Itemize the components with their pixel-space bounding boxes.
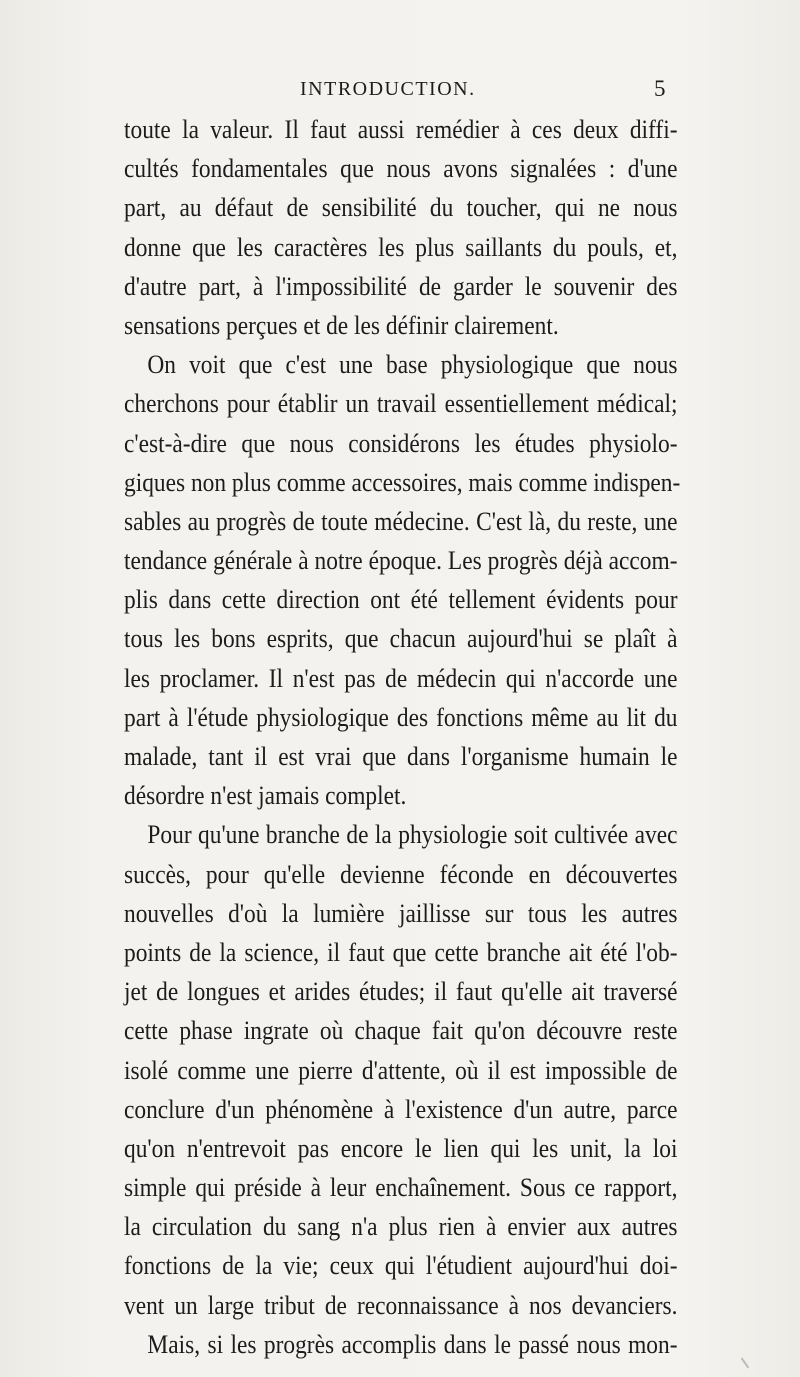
text-line: jet de longues et arides études; il faut qu'elle ait traversé: [124, 977, 678, 1007]
text-line: sensations perçues et de les définir clairement.: [124, 310, 559, 340]
text-line: Pour qu'une branche de la physiologie soit cultivée avec: [147, 820, 678, 850]
text-line: points de la science, il faut que cette branche ait été l'ob-: [124, 937, 678, 967]
scan-mark: [741, 1358, 750, 1369]
text-line: les proclamer. Il n'est pas de médecin qui n'accorde une: [124, 663, 678, 693]
text-line: isolé comme une pierre d'attente, où il est impossible de: [124, 1055, 678, 1085]
text-line: cultés fondamentales que nous avons signalées : d'une: [124, 154, 678, 184]
body-text: [124, 110, 681, 1364]
text-line: nouvelles d'où la lumière jaillisse sur tous les autres: [124, 898, 678, 928]
text-line: désordre n'est jamais complet.: [124, 781, 407, 811]
text-line: part à l'étude physiologique des fonctions même au lit du: [124, 702, 678, 732]
text-line: c'est-à-dire que nous considérons les études physiolo-: [124, 428, 678, 458]
text-line: conclure d'un phénomène à l'existence d'un autre, parce: [124, 1094, 678, 1124]
text-line: plis dans cette direction ont été tellement évidents pour: [124, 585, 678, 615]
running-title: INTRODUCTION.: [300, 78, 476, 100]
text-line: vent un large tribut de reconnaissance à nos devanciers.: [124, 1290, 678, 1320]
text-line: malade, tant il est vrai que dans l'organisme humain le: [124, 742, 678, 771]
page-number: 5: [654, 76, 666, 101]
text-line: succès, pour qu'elle devienne féconde en découvertes: [124, 859, 678, 889]
text-line: qu'on n'entrevoit pas encore le lien qui les unit, la loi: [124, 1133, 678, 1163]
text-line: la circulation du sang n'a plus rien à envier aux autres: [124, 1212, 678, 1242]
text-line: tendance générale à notre époque. Les progrès déjà accom-: [124, 546, 678, 576]
text-line: d'autre part, à l'impossibilité de garder le souvenir des: [124, 271, 678, 301]
text-line: tous les bons esprits, que chacun aujourd'hui se plaît à: [124, 624, 678, 654]
text-line: cherchons pour établir un travail essentiellement médical;: [124, 389, 678, 419]
text-line: sables au progrès de toute médecine. C'est là, du reste, une: [124, 506, 678, 536]
text-line: giques non plus comme accessoires, mais comme indispen-: [124, 467, 681, 497]
page-header: [0, 74, 800, 104]
text-line: Mais, si les progrès accomplis dans le passé nous mon-: [147, 1329, 678, 1359]
text-line: part, au défaut de sensibilité du toucher, qui ne nous: [124, 193, 678, 223]
text-line: simple qui préside à leur enchaînement. Sous ce rapport,: [124, 1173, 678, 1203]
text-line: fonctions de la vie; ceux qui l'étudient aujourd'hui doi-: [124, 1251, 678, 1281]
text-line: toute la valeur. Il faut aussi remédier à ces deux diffi-: [124, 115, 678, 144]
text-line: On voit que c'est une base physiologique que nous: [147, 350, 678, 380]
text-line: donne que les caractères les plus saillants du pouls, et,: [124, 232, 678, 262]
text-line: cette phase ingrate où chaque fait qu'on découvre reste: [124, 1016, 678, 1046]
